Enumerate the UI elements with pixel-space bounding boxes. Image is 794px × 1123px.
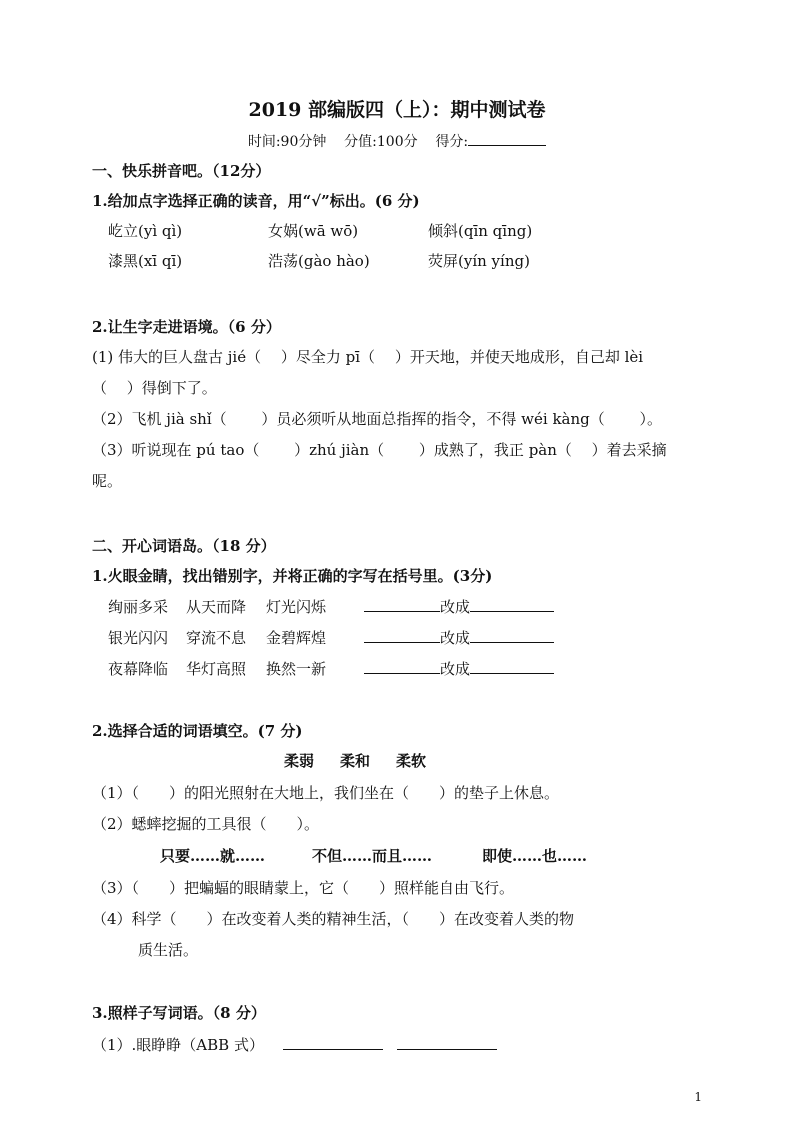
word-item: 绚丽多采 (108, 598, 169, 616)
section1-heading: 一、快乐拼音吧。（12分） (92, 162, 271, 180)
wrong-char-blank[interactable] (364, 627, 440, 643)
exam-meta (0, 130, 794, 151)
q-line: （1）（ ）的阳光照射在大地上，我们坐在（ ）的垫子上休息。 (92, 784, 560, 802)
answer-blank[interactable] (397, 1034, 497, 1050)
q-line: （4）科学（ ）在改变着人类的精神生活，（ ）在改变着人类的物 (92, 910, 575, 928)
q-line: （3）（ ）把蝙蝠的眼睛蒙上，它（ ）照样能自由飞行。 (92, 879, 515, 897)
word-item: 穿流不息 (186, 629, 247, 647)
correct-char-blank[interactable] (470, 627, 554, 643)
pinyin-item[interactable]: 倾斜(qīn qīng) (428, 222, 533, 240)
q2-line: (1) 伟大的巨人盘古 jié（ ）尽全力 pī（ ）开天地，并使天地成形，自己却 lèi (92, 348, 644, 366)
score-total-label: 分值:100分 (344, 134, 418, 150)
q-line: （2）蟋蟀挖掘的工具很（ ）。 (92, 815, 320, 833)
word-item: 灯光闪烁 (266, 598, 327, 616)
q3-line (92, 1034, 497, 1055)
word-choice: 柔弱 (284, 752, 315, 770)
page-number: 1 (694, 1090, 702, 1104)
score-blank[interactable] (468, 130, 546, 146)
time-label: 时间:90分钟 (247, 134, 327, 150)
q2-line: 呢。 (92, 472, 123, 490)
score-got-label: 得分: (435, 134, 469, 150)
q3-prompt: （1）.眼睁睁（ABB 式） (92, 1036, 264, 1054)
pinyin-item[interactable]: 漆黑(xī qī) (108, 252, 183, 270)
correct-char-blank[interactable] (470, 596, 554, 612)
wrong-char-blank[interactable] (364, 596, 440, 612)
s2-q1-heading: 1.火眼金睛，找出错别字，并将正确的字写在括号里。(3分) (92, 567, 493, 585)
correction-row (364, 627, 554, 648)
conjunction-choice: 即使……也…… (482, 847, 588, 865)
conjunction-choice: 只要……就…… (160, 847, 266, 865)
pinyin-item[interactable]: 荧屏(yín yíng) (428, 252, 530, 270)
q2-line: （ ）得倒下了。 (92, 379, 217, 397)
s2-q2-heading: 2.选择合适的词语填空。(7 分) (92, 722, 303, 740)
section2-heading: 二、开心词语岛。（18 分） (92, 537, 276, 555)
pinyin-item[interactable]: 女娲(wā wō) (268, 222, 359, 240)
q2-line: （3）听说现在 pú tao（ ）zhú jiàn（ ）成熟了，我正 pàn（ ）着去采摘 (92, 441, 667, 459)
change-label: 改成 (440, 629, 471, 647)
word-item: 金碧辉煌 (266, 629, 327, 647)
word-item: 银光闪闪 (108, 629, 169, 647)
s2-q3-heading: 3.照样子写词语。（8 分） (92, 1004, 266, 1022)
word-choice: 柔软 (396, 752, 427, 770)
word-item: 从天而降 (186, 598, 247, 616)
correction-row (364, 596, 554, 617)
word-item: 换然一新 (266, 660, 327, 678)
pinyin-item[interactable]: 浩荡(gào hào) (268, 252, 370, 270)
word-item: 华灯高照 (186, 660, 247, 678)
correction-row (364, 658, 554, 679)
correct-char-blank[interactable] (470, 658, 554, 674)
answer-blank[interactable] (283, 1034, 383, 1050)
word-choice: 柔和 (340, 752, 371, 770)
word-item: 夜幕降临 (108, 660, 169, 678)
change-label: 改成 (440, 598, 471, 616)
q2-line: （2）飞机 jià shǐ（ ）员必须听从地面总指挥的指令，不得 wéi kàng（ ）。 (92, 410, 663, 428)
q1-heading: 1.给加点字选择正确的读音，用“√”标出。(6 分) (92, 192, 420, 210)
change-label: 改成 (440, 660, 471, 678)
q-line: 质生活。 (138, 941, 199, 959)
pinyin-item[interactable]: 屹立(yì qì) (108, 222, 183, 240)
q2-heading: 2.让生字走进语境。（6 分） (92, 318, 281, 336)
page-title: 2019 部编版四（上）：期中测试卷 (248, 99, 546, 121)
wrong-char-blank[interactable] (364, 658, 440, 674)
conjunction-choice: 不但……而且…… (312, 847, 433, 865)
